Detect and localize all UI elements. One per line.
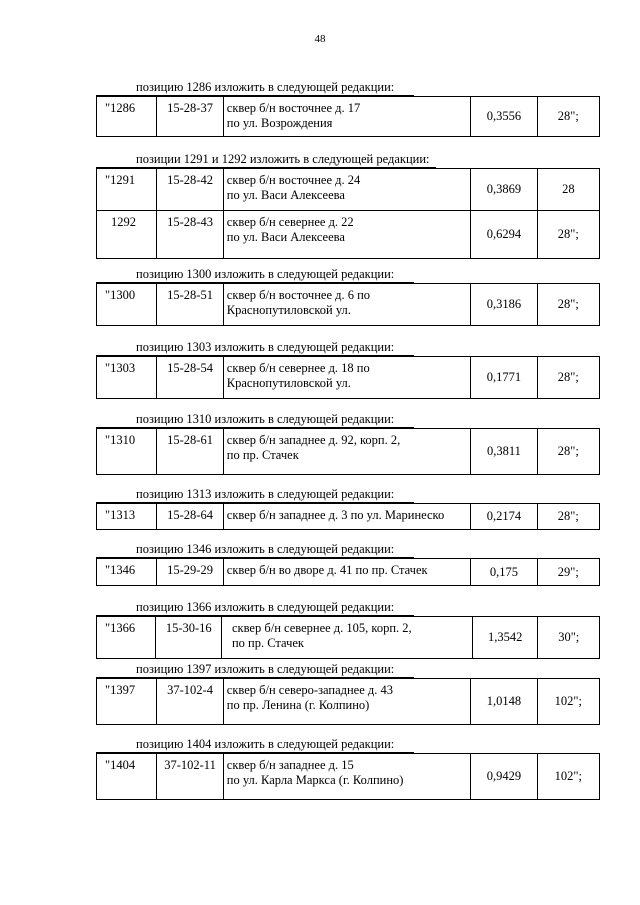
area-cell: 0,9429 [471,754,537,800]
area-cell: 0,1771 [471,357,537,399]
zone-cell: 28"; [537,429,599,475]
zone-cell: 102"; [537,754,599,800]
position-cell: 1292 [97,211,157,259]
page-number: 48 [314,33,326,45]
section-heading: позицию 1404 изложить в следующей редакции: [96,737,414,753]
address-cell [223,754,470,800]
address-text: сквер б/н севернее д. 22 по ул. Васи Алексеева [226,215,354,244]
zone-cell: 28"; [537,284,599,326]
table-row [97,97,600,137]
section-heading: позицию 1303 изложить в следующей редакции: [96,340,414,356]
position-cell: "1291 [97,169,157,211]
amendment-section [96,662,600,725]
positions-table [96,616,600,659]
code-cell: 15-28-42 [157,169,223,211]
table-row [97,617,600,659]
address-cell [223,679,470,725]
area-cell: 0,3811 [471,429,537,475]
position-cell: "1303 [97,357,157,399]
code-cell: 15-28-43 [157,211,223,259]
table-row [97,559,600,586]
position-cell: "1313 [97,504,157,530]
address-cell [223,211,470,259]
address-text: сквер б/н во дворе д. 41 по пр. Стачек [226,563,428,577]
address-text: сквер б/н западнее д. 15 по ул. Карла Маркса (г. Колпино) [226,758,404,787]
positions-table [96,678,600,725]
address-cell [223,284,470,326]
amendment-section [96,737,600,800]
position-cell: "1310 [97,429,157,475]
address-cell [223,429,470,475]
table-row [97,169,600,211]
zone-cell: 28"; [537,97,599,137]
area-cell: 1,0148 [471,679,537,725]
code-cell: 15-28-61 [157,429,223,475]
amendment-section [96,412,600,475]
section-heading: позицию 1286 изложить в следующей редакции: [96,80,414,96]
table-row [97,357,600,399]
positions-table [96,356,600,399]
position-cell: "1300 [97,284,157,326]
position-cell: "1366 [97,617,156,659]
address-text: сквер б/н северо-западнее д. 43 по пр. Ленина (г. Колпино) [226,683,394,712]
table-row [97,211,600,259]
positions-table [96,428,600,475]
positions-table [96,558,600,586]
code-cell: 37-102-4 [157,679,223,725]
section-heading: позиции 1291 и 1292 изложить в следующей редакции: [96,152,436,168]
code-cell: 15-29-29 [157,559,223,586]
area-cell: 0,2174 [471,504,537,530]
address-text: сквер б/н восточнее д. 6 по Краснопутиловской ул. [226,288,371,317]
position-cell: "1346 [97,559,157,586]
code-cell: 15-28-64 [157,504,223,530]
section-heading: позицию 1366 изложить в следующей редакции: [96,600,414,616]
table-row [97,504,600,530]
area-cell: 0,3556 [471,97,537,137]
table-row [97,754,600,800]
address-text: сквер б/н восточнее д. 24 по ул. Васи Алексеева [226,173,361,202]
zone-cell: 102"; [537,679,599,725]
address-cell [221,617,472,659]
zone-cell: 30"; [538,617,600,659]
zone-cell: 28 [537,169,599,211]
code-cell: 15-28-54 [157,357,223,399]
address-text: сквер б/н западнее д. 92, корп. 2, по пр. Стачек [226,433,401,462]
address-text: сквер б/н восточнее д. 17 по ул. Возрождения [226,101,361,130]
amendment-section [96,80,600,137]
address-cell [223,357,470,399]
area-cell: 0,175 [471,559,537,586]
code-cell: 15-30-16 [156,617,222,659]
positions-table [96,503,600,530]
address-text: сквер б/н севернее д. 18 по Краснопутиловской ул. [226,361,370,390]
area-cell: 0,3186 [471,284,537,326]
positions-table [96,168,600,259]
position-cell: "1286 [97,97,157,137]
amendment-section [96,487,600,530]
zone-cell: 28"; [537,504,599,530]
position-cell: "1397 [97,679,157,725]
positions-table [96,96,600,137]
area-cell: 1,3542 [472,617,538,659]
table-row [97,429,600,475]
section-heading: позицию 1313 изложить в следующей редакции: [96,487,414,503]
address-cell [223,559,470,586]
section-heading: позицию 1300 изложить в следующей редакции: [96,267,414,283]
amendment-section [96,340,600,399]
positions-table [96,283,600,326]
address-cell [223,169,470,211]
address-text: сквер б/н западнее д. 3 по ул. Маринеско [226,508,445,522]
zone-cell: 28"; [537,211,599,259]
area-cell: 0,6294 [471,211,537,259]
section-heading: позицию 1397 изложить в следующей редакции: [96,662,414,678]
code-cell: 37-102-11 [157,754,223,800]
zone-cell: 28"; [537,357,599,399]
address-cell [223,97,470,137]
table-row [97,679,600,725]
table-row [97,284,600,326]
position-cell: "1404 [97,754,157,800]
section-heading: позицию 1310 изложить в следующей редакции: [96,412,414,428]
amendment-section [96,267,600,326]
amendment-section [96,600,600,659]
amendment-section [96,542,600,586]
zone-cell: 29"; [537,559,599,586]
code-cell: 15-28-51 [157,284,223,326]
address-cell [223,504,470,530]
address-text: сквер б/н севернее д. 105, корп. 2, по пр. Стачек [231,621,412,650]
positions-table [96,753,600,800]
section-heading: позицию 1346 изложить в следующей редакции: [96,542,414,558]
code-cell: 15-28-37 [157,97,223,137]
amendment-section [96,152,600,259]
area-cell: 0,3869 [471,169,537,211]
